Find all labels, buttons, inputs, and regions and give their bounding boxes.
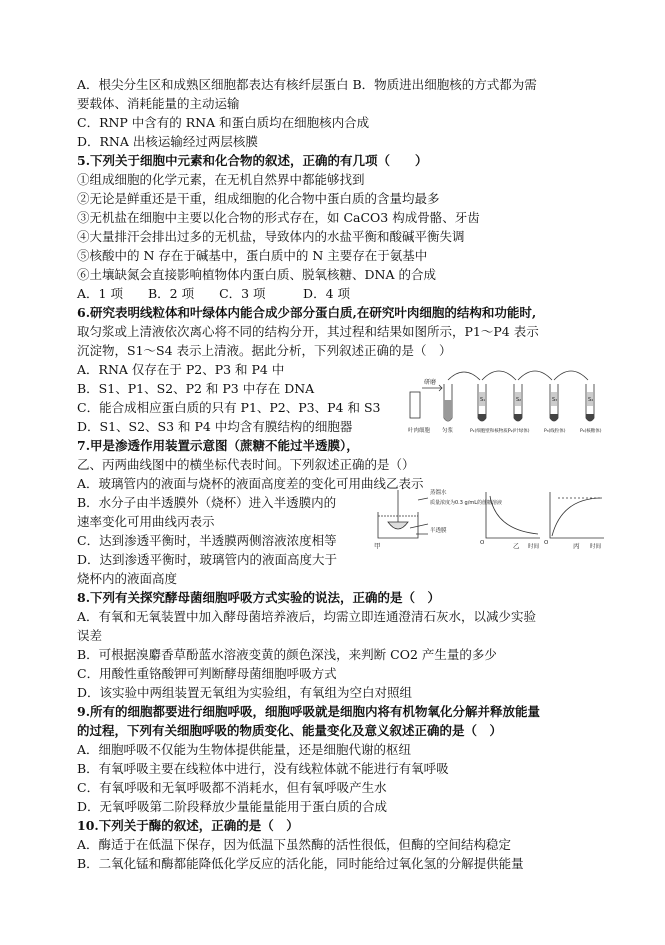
- q5-options: A．1 项 B．2 项 C．3 项 D．4 项: [77, 286, 351, 301]
- q8-stem: 8.下列有关探究酵母菌细胞呼吸方式实验的说法，正确的是（ ）: [77, 590, 441, 605]
- q8-option-c: C．用酸性重铬酸钾可判断酵母菌细胞呼吸方式: [77, 666, 337, 681]
- membrane-bag: [388, 522, 408, 529]
- q4-option-b-cont: 要载体、消耗能量的主动运输: [77, 96, 240, 111]
- transfer-arc-3: [518, 371, 552, 380]
- osmosis-figure: [368, 484, 608, 552]
- q9-option-c: C．有氧呼吸和无氧呼吸都不消耗水，但有氧呼吸产生水: [77, 780, 387, 795]
- q4-option-d: D．RNA 出核运输经过两层核膜: [77, 134, 258, 149]
- q7-option-b: B．水分子由半透膜外（烧杯）进入半透膜内的: [77, 495, 337, 510]
- p1-label: P₁(细胞壁和核物质): [470, 429, 510, 434]
- grind-label: 研磨: [424, 379, 437, 386]
- sucrose-label: 质量浓度为0.3 g/mL的蔗糖溶液: [430, 500, 503, 506]
- q4-option-a-b: A．根尖分生区和成熟区细胞都表达有核纤层蛋白 B．物质进出细胞核的方式都为需: [77, 77, 537, 92]
- q6-option-d: D．S1、S2、S3 和 P4 中均含有膜结构的细胞器: [77, 419, 353, 434]
- p4-label: P₄(核糖体): [580, 429, 602, 434]
- q9-option-d: D．无氧呼吸第二阶段释放少量能量能用于蛋白质的合成: [77, 799, 388, 814]
- water-label: 蒸馏水: [430, 490, 447, 496]
- s3-label: S₃: [552, 397, 558, 403]
- q6-stem-2: 取匀浆或上清液依次离心将不同的结构分开，其过程和结果如图所示，P1～P4 表示: [77, 324, 539, 339]
- q5-item-4: ④大量排汗会排出过多的无机盐，导致体内的水盐平衡和酸碱平衡失调: [77, 229, 465, 244]
- q10-option-b: B．二氧化锰和酶都能降低化学反应的活化能，同时能给过氧化氢的分解提供能量: [77, 856, 524, 871]
- q7-option-a: A．玻璃管内的液面与烧杯的液面高度差的变化可用曲线乙表示: [77, 476, 424, 491]
- membrane-label: 半透膜: [430, 528, 447, 534]
- q8-option-a: A．有氧和无氧装置中加入酵母菌培养液后，均需立即连通澄清石灰水，以减少实验: [77, 609, 537, 624]
- q5-item-3: ③无机盐在细胞中主要以化合物的形式存在，如 CaCO3 构成骨骼、牙齿: [77, 210, 480, 225]
- q7-option-c: C．达到渗透平衡时，半透膜两侧溶液浓度相等: [77, 533, 337, 548]
- q7-option-d: D．达到渗透平衡时，玻璃管内的液面高度大于: [77, 552, 338, 567]
- q9-option-b: B．有氧呼吸主要在线粒体中进行，没有线粒体就不能进行有氧呼吸: [77, 761, 449, 776]
- transfer-arc-4: [554, 371, 588, 380]
- q8-option-d: D．该实验中两组装置无氧组为实验组，有氧组为空白对照组: [77, 685, 413, 700]
- curve-bing: [552, 498, 602, 536]
- q9-stem: 9.所有的细胞都要进行细胞呼吸，细胞呼吸就是细胞内将有机物氧化分解并释放能量: [77, 704, 541, 719]
- q6-option-a: A．RNA 仅存在于 P2、P3 和 P4 中: [77, 362, 285, 377]
- q4-option-c: C．RNP 中含有的 RNA 和蛋白质均在细胞核内合成: [77, 115, 370, 130]
- transfer-arc-2: [482, 371, 516, 380]
- yi-label: 乙: [513, 542, 520, 550]
- s1-label: S₁: [480, 397, 486, 403]
- centrifugation-diagram: [408, 356, 604, 448]
- origin-yi: O: [480, 540, 485, 546]
- q7-option-d-cont: 烧杯内的液面高度: [77, 571, 178, 586]
- q6-option-b: B．S1、P1、S2、P2 和 P3 中存在 DNA: [77, 381, 315, 396]
- p2-label: P₂(叶绿体): [508, 429, 530, 434]
- s4-label: S₄: [588, 397, 594, 403]
- q6-stem: 6.研究表明线粒体和叶绿体内能合成少部分蛋白质,在研究叶肉细胞的结构和功能时,: [77, 305, 537, 320]
- transfer-arc-1: [448, 372, 480, 380]
- s2-label: S₂: [516, 397, 522, 403]
- graph-yi-axes: [486, 492, 540, 538]
- origin-bing: O: [544, 540, 549, 546]
- q5-stem: 5.下列关于细胞中元素和化合物的叙述，正确的有几项（ ）: [77, 153, 428, 168]
- p3-label: P₃(线粒体): [544, 429, 566, 434]
- q5-item-5: ⑤核酸中的 N 存在于碱基中，蛋白质中的 N 主要存在于氨基中: [77, 248, 428, 263]
- homogenate-label: 匀浆: [442, 428, 454, 434]
- q8-option-a-cont: 误差: [77, 628, 103, 643]
- q5-item-1: ①组成细胞的化学元素，在无机自然界中都能够找到: [77, 172, 365, 187]
- q5-item-6: ⑥土壤缺氮会直接影响植物体内蛋白质、脱氧核糖、DNA 的合成: [77, 267, 436, 282]
- q8-option-b: B．可根据溴麝香草酚蓝水溶液变黄的颜色深浅，来判断 CO2 产生量的多少: [77, 647, 497, 662]
- q7-stem: 7.甲是渗透作用装置示意图（蔗糖不能过半透膜），: [77, 438, 359, 453]
- time-yi: 时间: [528, 544, 540, 550]
- time-bing: 时间: [590, 544, 602, 550]
- q10-option-a: A．酶适于在低温下保存，因为低温下虽然酶的活性很低，但酶的空间结构稳定: [77, 837, 512, 852]
- leaf-cell-box: [410, 392, 420, 418]
- q7-option-b-cont: 速率变化可用曲线丙表示: [77, 514, 215, 529]
- q6-stem-3: 沉淀物，S1～S4 表示上清液。据此分析，下列叙述正确的是（ ）: [77, 343, 452, 358]
- q5-item-2: ②无论是鲜重还是干重，组成细胞的化合物中蛋白质的含量均最多: [77, 191, 440, 206]
- q6-option-c: C．能合成相应蛋白质的只有 P1、P2、P3、P4 和 S3: [77, 400, 381, 415]
- q7-stem-2: 乙、丙两曲线图中的横坐标代表时间。下列叙述正确的是（）: [77, 457, 415, 472]
- q9-option-a: A．细胞呼吸不仅能为生物体提供能量，还是细胞代谢的枢纽: [77, 742, 412, 757]
- q9-stem-2: 的过程，下列有关细胞呼吸的物质变化、能量变化及意义叙述正确的是（ ）: [77, 723, 503, 738]
- bing-label: 丙: [573, 542, 580, 550]
- graph-bing-axes: [550, 492, 604, 538]
- q10-stem: 10.下列关于酶的叙述，正确的是（ ）: [77, 818, 299, 833]
- jia-label: 甲: [374, 542, 381, 550]
- leaf-cell-label: 叶肉细胞: [408, 428, 431, 434]
